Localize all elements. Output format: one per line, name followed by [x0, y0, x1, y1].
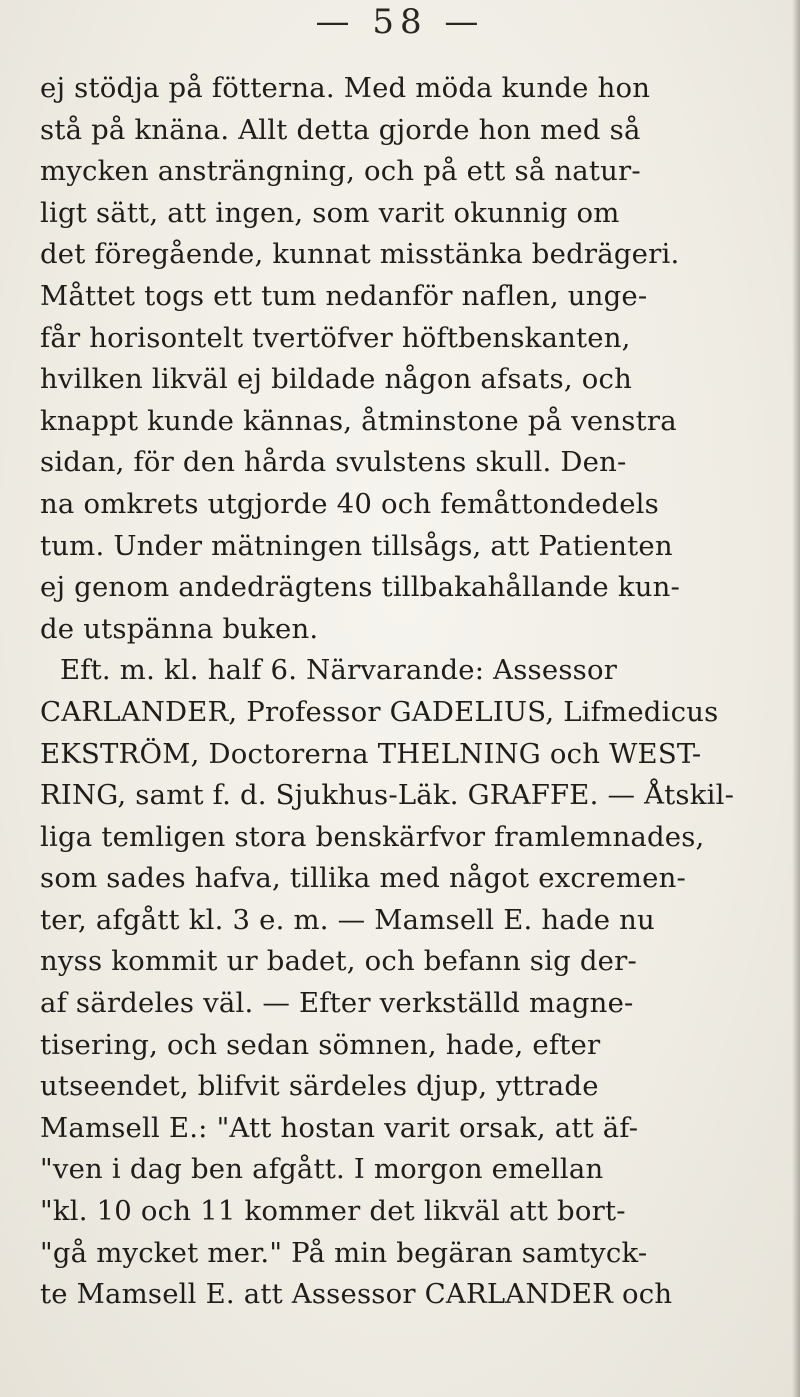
page-edge-shadow — [792, 0, 800, 1397]
text-line: knappt kunde kännas, åtminstone på venstra — [40, 404, 677, 437]
text-line: ej genom andedrägtens tillbakahållande kun- — [40, 571, 681, 604]
text-line: sidan, för den hårda svulstens skull. Den- — [40, 446, 627, 479]
text-line: EKSTRÖM, Doctorerna THELNING och WEST- — [40, 737, 702, 770]
text-line: tisering, och sedan sömnen, hade, efter — [40, 1028, 601, 1061]
text-line: det föregående, kunnat misstänka bedrägeri. — [40, 238, 680, 271]
text-line: får horisontelt tvertöfver höftbenskanten, — [40, 321, 631, 354]
text-line: "gå mycket mer." På min begäran samtyck- — [40, 1236, 648, 1269]
text-line: ligt sätt, att ingen, som varit okunnig om — [40, 196, 620, 229]
text-line: som sades hafva, tillika med något excremen- — [40, 862, 686, 895]
text-line: RING, samt f. d. Sjukhus-Läk. GRAFFE. — Åtskil- — [40, 779, 735, 812]
text-line: CARLANDER, Professor GADELIUS, Lifmedicus — [40, 695, 719, 728]
text-line: ter, afgått kl. 3 e. m. — Mamsell E. hade nu — [40, 903, 655, 936]
text-line: Eft. m. kl. half 6. Närvarande: Assessor — [60, 654, 618, 687]
text-line: utseendet, blifvit särdeles djup, yttrade — [40, 1070, 599, 1103]
text-line: na omkrets utgjorde 40 och femåttondedels — [40, 487, 659, 520]
text-line: de utspänna buken. — [40, 612, 319, 645]
text-line: te Mamsell E. att Assessor CARLANDER och — [40, 1278, 673, 1311]
text-line: hvilken likväl ej bildade någon afsats, och — [40, 363, 633, 396]
text-line: tum. Under mätningen tillsågs, att Patienten — [40, 529, 673, 562]
page-number: — 58 — — [315, 2, 485, 42]
text-line: Mamsell E.: "Att hostan varit orsak, att äf- — [40, 1111, 639, 1144]
text-line: mycken ansträngning, och på ett så natur- — [40, 155, 641, 188]
text-line: liga temligen stora benskärfvor framlemnades, — [40, 820, 705, 853]
text-line: "ven i dag ben afgått. I morgon emellan — [40, 1153, 604, 1186]
text-line: af särdeles väl. — Efter verkställd magne- — [40, 987, 634, 1020]
body-text — [40, 68, 792, 1316]
text-line: Måttet togs ett tum nedanför naflen, unge- — [40, 279, 648, 312]
text-line: "kl. 10 och 11 kommer det likväl att bort- — [40, 1195, 626, 1228]
text-line: stå på knäna. Allt detta gjorde hon med så — [40, 113, 641, 146]
text-line: ej stödja på fötterna. Med möda kunde hon — [40, 72, 651, 104]
text-line: nyss kommit ur badet, och befann sig der- — [40, 945, 637, 978]
